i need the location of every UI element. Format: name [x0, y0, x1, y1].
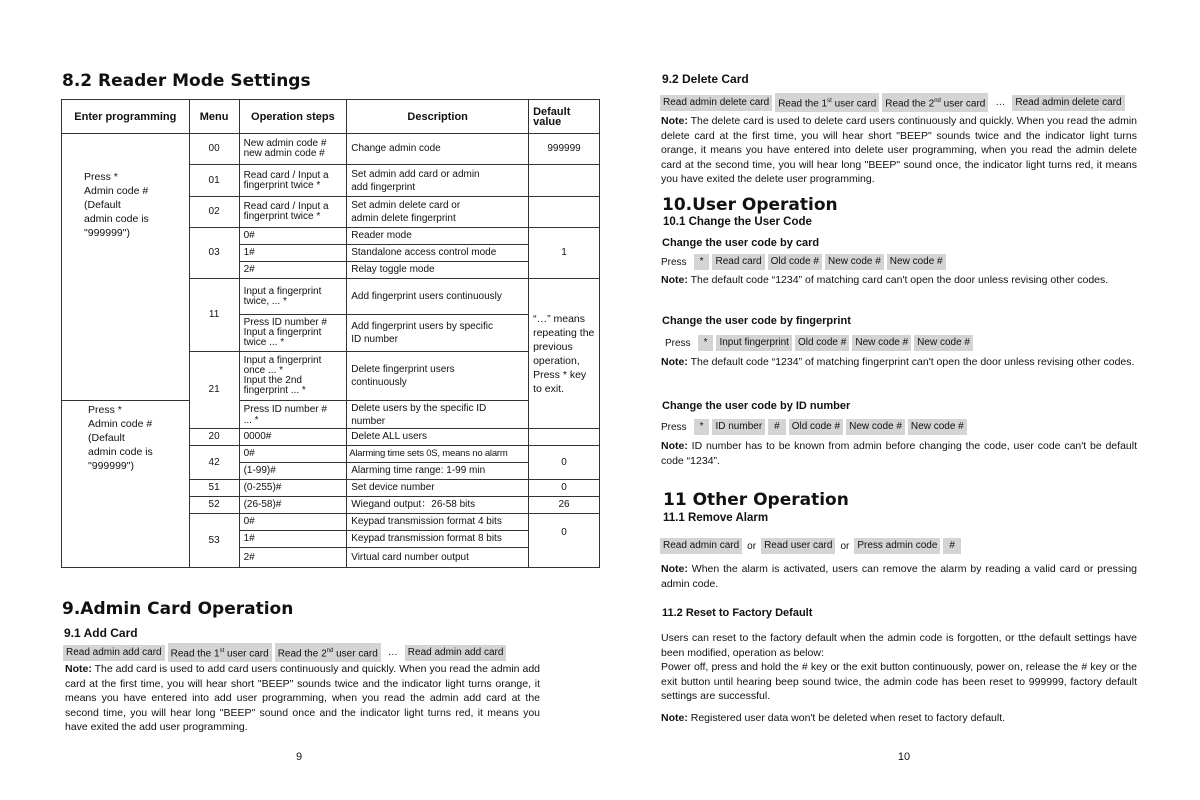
flow-text: Press: [661, 421, 687, 433]
default-cell: 26: [529, 497, 600, 514]
flow-step: New code #: [887, 254, 946, 270]
menu-cell: 52: [189, 497, 239, 514]
flow-step: New code #: [825, 254, 884, 270]
steps-cell: 1#: [239, 245, 347, 262]
note-label: Note:: [661, 712, 688, 724]
default-cell: 0: [529, 514, 600, 568]
header-cell: Enter programming: [62, 100, 190, 134]
enter-programming-cell: Press * Admin code # (Default admin code is "999999"): [62, 134, 190, 401]
note-reset: [661, 711, 1137, 726]
header-cell: Operation steps: [239, 100, 347, 134]
flow-step: New code #: [914, 335, 973, 351]
flow-ellipsis: …: [387, 647, 398, 659]
change-code-id-flow: [661, 419, 967, 435]
note-label: Note:: [661, 356, 688, 368]
desc-cell: Set device number: [347, 480, 529, 497]
flow-step: Read the 2nd user card: [275, 643, 381, 662]
desc-cell: Delete users by the specific ID number: [347, 401, 529, 429]
flow-step: Read admin add card: [405, 645, 507, 661]
menu-cell: 03: [189, 228, 239, 279]
note-text: ID number has to be known from admin before changing the code, user code can't be default code “1234”.: [661, 440, 1137, 467]
star-key: *: [698, 335, 714, 351]
note-label: Note:: [661, 115, 688, 127]
hash-key: #: [768, 419, 786, 435]
star-key: *: [694, 254, 710, 270]
steps-cell: 0000#: [239, 429, 347, 446]
note-change-fp: [661, 355, 1137, 370]
default-cell: [529, 429, 600, 446]
flow-text: Press: [665, 337, 691, 349]
note-text: The default code “1234” of matching fingerprint can't open the door unless revising other codes.: [687, 356, 1135, 368]
note-text: The delete card is used to delete card users continuously and quickly. When you read the admin delete card at the first time, you will hear short "BEEP" sounds twice and the indicator light turns orange, it means you have entered into delete user programming, when you read the admin delete card at the second time, you will hear long "BEEP" sound once, the indicator light turns red, it means you have exited the delete user programming.: [661, 115, 1137, 185]
menu-cell: 51: [189, 480, 239, 497]
steps-cell: Press ID number # Input a fingerprint twice ... *: [239, 315, 347, 352]
steps-cell: 0#: [239, 514, 347, 531]
subsection-9-2-title: 9.2 Delete Card: [662, 72, 749, 86]
page-number: 9: [295, 751, 303, 763]
menu-cell: 53: [189, 514, 239, 568]
steps-cell: Read card / Input a fingerprint twice *: [239, 197, 347, 228]
steps-cell: 0#: [239, 446, 347, 463]
reset-intro: Users can reset to the factory default when the admin code is forgotten, or tthe default settings have been modified, operation as below:: [661, 632, 1137, 659]
note-change-card: [661, 273, 1137, 288]
desc-cell: Add fingerprint users continuously: [347, 279, 529, 315]
note-9-1: [65, 662, 540, 735]
section-8-2-title: 8.2 Reader Mode Settings: [62, 71, 311, 91]
menu-cell: 21: [189, 352, 239, 429]
steps-cell: 0#: [239, 228, 347, 245]
menu-cell: 01: [189, 165, 239, 197]
flow-step: Read admin delete card: [660, 95, 772, 111]
flow-step: New code #: [846, 419, 905, 435]
header-cell: Menu: [189, 100, 239, 134]
subsection-11-2-title: 11.2 Reset to Factory Default: [662, 607, 813, 619]
by-id-heading: Change the user code by ID number: [662, 400, 851, 412]
menu-cell: 20: [189, 429, 239, 446]
desc-cell: Keypad transmission format 8 bits: [347, 531, 529, 548]
note-text: When the alarm is activated, users can remove the alarm by reading a valid card or pressing admin code.: [661, 563, 1137, 590]
flow-or: or: [840, 540, 850, 552]
desc-cell: Reader mode: [347, 228, 529, 245]
desc-cell: Keypad transmission format 4 bits: [347, 514, 529, 531]
steps-cell: 2#: [239, 262, 347, 279]
table-row: [62, 134, 600, 165]
steps-cell: (26-58)#: [239, 497, 347, 514]
flow-step: Old code #: [795, 335, 849, 351]
flow-ellipsis: …: [995, 97, 1006, 109]
note-label: Note:: [661, 440, 688, 452]
default-cell: [529, 165, 600, 197]
flow-step: Input fingerprint: [716, 335, 792, 351]
steps-cell: (0-255)#: [239, 480, 347, 497]
menu-cell: 02: [189, 197, 239, 228]
menu-cell: 00: [189, 134, 239, 165]
steps-cell: Press ID number # ... *: [239, 401, 347, 429]
add-card-flow: [63, 643, 506, 662]
steps-cell: Read card / Input a fingerprint twice *: [239, 165, 347, 197]
default-note-cell: “…” means repeating the previous operation, Press * key to exit.: [529, 279, 600, 429]
note-remove-alarm: [661, 562, 1137, 591]
default-cell: 999999: [529, 134, 600, 165]
change-code-card-flow: [661, 254, 946, 270]
desc-cell: Alarming time range: 1-99 min: [347, 463, 529, 480]
note-9-2: [661, 114, 1137, 187]
note-label: Note:: [661, 274, 688, 286]
desc-cell: Set admin add card or admin add fingerprint: [347, 165, 529, 197]
flow-step: Read the 1st user card: [775, 93, 879, 112]
desc-cell: Alarming time sets 0S, means no alarm: [347, 446, 529, 463]
by-card-heading: Change the user code by card: [662, 237, 820, 249]
desc-cell: Relay toggle mode: [347, 262, 529, 279]
flow-step: Read admin add card: [63, 645, 165, 661]
star-key: *: [694, 419, 710, 435]
remove-alarm-flow: [660, 538, 961, 554]
desc-cell: Set admin delete card or admin delete fingerprint: [347, 197, 529, 228]
steps-cell: New admin code # new admin code #: [239, 134, 347, 165]
flow-step: Read admin card: [660, 538, 742, 554]
page-number: 10: [897, 751, 911, 763]
steps-cell: Input a fingerprint twice, ... *: [239, 279, 347, 315]
default-cell: 0: [529, 480, 600, 497]
steps-cell: 1#: [239, 531, 347, 548]
note-change-id: [661, 439, 1137, 468]
table-row: [62, 401, 600, 429]
steps-cell: (1-99)#: [239, 463, 347, 480]
note-text: The add card is used to add card users continuously and quickly. When you read the admin add card at the first time, you will hear short "BEEP" sounds twice and the indicator light turns orange, it means you have entered into add user programming, when you read the admin add card at the second time, you will hear long "BEEP" sound once and the indicator light turns red, it means you have exited the add user programming.: [65, 663, 540, 733]
section-10-title: 10.User Operation: [662, 195, 838, 215]
section-9-title: 9.Admin Card Operation: [62, 599, 294, 619]
reader-mode-table: [61, 99, 600, 568]
subsection-11-1-title: 11.1 Remove Alarm: [663, 512, 769, 524]
subsection-9-1-title: 9.1 Add Card: [64, 626, 138, 640]
default-cell: 0: [529, 446, 600, 480]
flow-step: Read card: [712, 254, 764, 270]
delete-card-flow: [660, 93, 1125, 112]
note-text: Registered user data won't be deleted when reset to factory default.: [687, 712, 1006, 724]
steps-cell: Input a fingerprint once ... * Input the 2nd fingerprint ... *: [239, 352, 347, 401]
flow-step: New code #: [852, 335, 911, 351]
flow-text: Press: [661, 256, 687, 268]
desc-cell: Add fingerprint users by specific ID number: [347, 315, 529, 352]
flow-step: New code #: [908, 419, 967, 435]
flow-step: Read user card: [761, 538, 835, 554]
table-header-row: [62, 100, 600, 134]
desc-cell: Standalone access control mode: [347, 245, 529, 262]
note-text: The default code “1234” of matching card can't open the door unless revising other codes.: [687, 274, 1109, 286]
menu-cell: 42: [189, 446, 239, 480]
flow-step: Old code #: [768, 254, 822, 270]
flow-step: Old code #: [789, 419, 843, 435]
flow-step: Read the 1st user card: [168, 643, 272, 662]
flow-step: Read the 2nd user card: [882, 93, 988, 112]
flow-step: Read admin delete card: [1012, 95, 1124, 111]
change-code-fp-flow: [665, 335, 973, 351]
flow-step: Press admin code: [854, 538, 940, 554]
flow-step: ID number: [712, 419, 765, 435]
desc-cell: Change admin code: [347, 134, 529, 165]
desc-cell: Delete fingerprint users continuously: [347, 352, 529, 401]
page-10: [600, 0, 1200, 800]
reset-steps: Power off, press and hold the # key or the exit button continuously, power on, release the # key or the exit button until hearing beep sound twice, the admin code has been reset to 999999, factory default settings are successful.: [661, 661, 1137, 702]
flow-or: or: [747, 540, 757, 552]
steps-cell: 2#: [239, 548, 347, 568]
by-fingerprint-heading: Change the user code by fingerprint: [662, 315, 851, 327]
header-cell: Description: [347, 100, 529, 134]
enter-programming-cell: Press * Admin code # (Default admin code is "999999"): [62, 401, 190, 568]
hash-key: #: [943, 538, 961, 554]
note-label: Note:: [661, 563, 688, 575]
desc-cell: Virtual card number output: [347, 548, 529, 568]
desc-cell: Delete ALL users: [347, 429, 529, 446]
default-cell: 1: [529, 228, 600, 279]
menu-cell: 11: [189, 279, 239, 352]
desc-cell: Wiegand output：26-58 bits: [347, 497, 529, 514]
default-cell: [529, 197, 600, 228]
note-label: Note:: [65, 663, 92, 675]
subsection-10-1-title: 10.1 Change the User Code: [663, 216, 812, 228]
header-cell: Default value: [529, 100, 600, 134]
section-11-title: 11 Other Operation: [663, 490, 849, 510]
